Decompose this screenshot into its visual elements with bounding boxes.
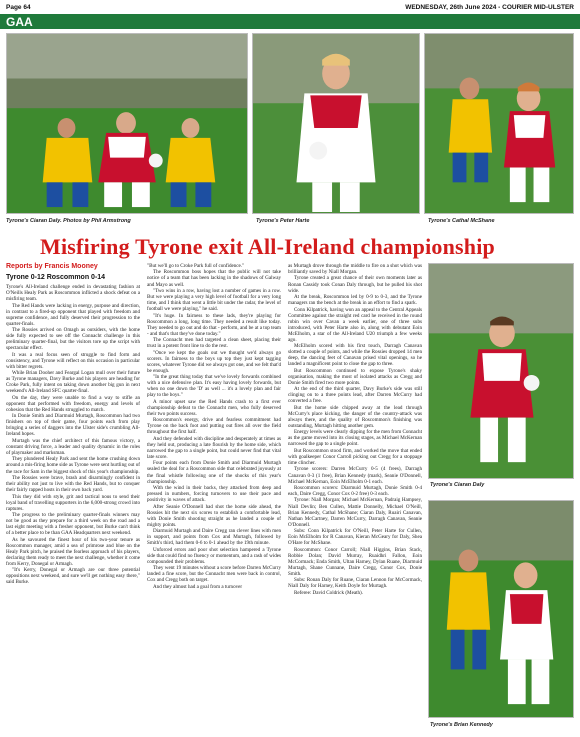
- article-paragraph: "But we'll go to Croke Park full of confidence.": [147, 263, 245, 269]
- article-paragraph: In Donie Smith and Diarmuid Murtagh, Roscommon had two finishers on top of their game, four points each from play bringing a series of daggers into the Ulster side's crumbling All-Ireland hopes.: [6, 413, 140, 438]
- photo-caption: Tyrone's Brian Kennedy: [430, 722, 493, 728]
- section-banner: [0, 14, 580, 29]
- article-paragraph: Roscommon: Conor Carroll; Niall Higgins, Brian Stack, Robbie Dolan; David Murray, Ruaidhri Fallon, Eoin McCormack; Enda Smith, Ultan Harney, Dylan Ruane, Diarmuid Murtagh, Shane Cunnane, Daire Cregg, Conor Cox, Donie Smith.: [288, 546, 422, 577]
- article-paragraph: Conn Kilpatrick, having won an appeal to the Central Appeals Committee against the straight red card he received in the round robin win over Cavan a week earlier, one of three subs introduced, with Peter Harte also in, along with debutant Eoin McElholm, a star of the All-Ireland U20 triumph a few weeks ago.: [288, 306, 422, 343]
- article-paragraph: The Connacht men had targeted a clean sheet, placing their trust in a potent front line to do the rest.: [147, 337, 281, 350]
- article-paragraph: Tyrone created a great chance of their own moments later as Ronan Cassidy took Conan Daly through, but he pulled his shot wide.: [288, 275, 422, 294]
- article-headline: Misfiring Tyrone exit All-Ireland championship: [40, 234, 495, 259]
- article-paragraph: But Roscommon stood firm, and worked the move that ended with goalkeeper Conor Carroll picking out Cregg for a stoppage time clincher.: [288, 447, 422, 467]
- article-paragraph: Diarmuid Murtagh and Daire Cregg ran clever lines with men in support, and points from Cox and Murtagh, followed by Smith's third, had them 0-6 to 0-1 ahead by the 19th minute.: [147, 528, 281, 547]
- article-paragraph: With the wind in their backs, they attacked from deep and pressed in numbers, forcing turnovers to use their pace and positivity in waves of attack.: [147, 484, 281, 504]
- article-paragraph: Subs: Ronan Daly for Ruane, Ciaran Lennon for McCormack, Niall Daly for Harney, Keith Doyle for Murtagh.: [288, 577, 422, 590]
- article-paragraph: Murtagh was the chief architect of this famous victory, a constant driving force, a leader and quality dynamic in the roles of playmaker and marksman.: [6, 437, 140, 456]
- article-paragraph: Tyrone's All-Ireland challenge ended in devastating fashion at O'Neills Healy Park as Roscommon inflicted a shock defeat on a misfiring team.: [6, 284, 140, 303]
- article-paragraph: And they almost had a goal from a turnover: [153, 583, 243, 590]
- article-paragraph: A minor upset saw the Red Hands crash to a first ever championship defeat to the Connacht men, who fully deserved their two points success.: [147, 398, 281, 417]
- photo-caption: Tyrone's Ciaran Daly: [430, 482, 485, 488]
- article-paragraph: The progress to the preliminary quarter-finals winners may not be good as they prepare for a third week on the road and a last eight meeting with a fresher opponent, but Burke can't think of a better place to be than GAA Headquarters next weekend.: [6, 512, 140, 537]
- article-paragraph: It was a real focus seen of struggle to find form and consistency, and Tyrone will reflect on this occasion in particular with bitter regrets.: [6, 351, 140, 370]
- match-score: Tyrone 0-12 Roscommon 0-14: [6, 274, 106, 281]
- section-label: GAA: [6, 15, 33, 29]
- article-paragraph: And they defended with discipline and desperately at times as they held out, producing a late flourish by the home side, which narrowed the gap to a single point, but could never find that vital late score.: [147, 435, 281, 460]
- article-paragraph: They plundered Healy Park and sent the home crushing down around a mis-firing home side as Tyrone were sent hurtling out of the race for Sam in the biggest shock of this year's championship.: [6, 456, 140, 475]
- article-paragraph: The Red Hands were lacking in energy, purpose and direction, in contrast to a fired-up opponent that played with freedom and supreme confidence, and fully deserved their progression to the quarter-finals.: [6, 302, 140, 327]
- article-paragraph: Tyrone: Niall Morgan; Michael McKernan, Padraig Hampsey, Niall Devlin; Ben Cullen, Mattie Donnelly, Michael O'Neill, Brian Kennedy, Cathal McShane; Ciaran Daly, Ruairi Canavan, Nathan McCartney, Darren McCurry, Darragh Canavan, Seanie O'Donnell.: [288, 497, 422, 528]
- dateline: WEDNESDAY, 26th June 2024 - COURIER MID-ULSTER: [405, 3, 574, 11]
- article-paragraph: "Once we kept the goals out we thought we'd always go scorers. In fairness to the boys up top they just kept tagging scores, whatever Tyrone did we always got one, and we felt that'd be enough.: [147, 349, 281, 374]
- article-byline: Reports by Francis Mooney: [6, 263, 98, 270]
- article-paragraph: "It's Kerry, Donegal or Armagh are our three potential oppositions next weekend, and sure we'll get nothing easy there," said Burke.: [6, 567, 140, 586]
- article-paragraph: The Rossies arrived on Omagh as outsiders, with the home side fully expected to see off the Connacht challenge in this preliminary quarter-final, but the visitors tore up the script with spectacular effect.: [6, 327, 140, 352]
- article-paragraph: McElholm scored with his first touch, Darragh Canavan slotted a couple of points, and while the Rossies dropped 14 men deep, the dancing feet of Canavan prised vital openings, so he landed a magnificent point to close the gap to three.: [288, 343, 422, 368]
- article-paragraph: Tyrone scorers: Darren McCurry 0-5 (4 frees), Darragh Canavan 0-3 (1 free), Brian Kennedy (mark), Seanie O'Donnell, Michael McKernan, Eoin McElholm 0-1 each.: [288, 466, 422, 485]
- photo-image: [253, 34, 419, 213]
- photo-brian-kennedy: [428, 500, 574, 718]
- article-paragraph: Four points each from Donie Smith and Diarmuid Murtagh sealed the deal for a Roscommon side that celebrated joyously at the final whistle following one of the shocks of this year's championship.: [147, 460, 281, 485]
- article-paragraph: Roscommon's energy, drive and fearless commitment had Tyrone on the back foot and putting out fires all over the field throughout the first half.: [147, 417, 281, 436]
- article-paragraph: On the day, they were unable to find a way to stifle an opponent that performed with freedom, energy and levels of cohesion that the Red Hands struggled to match.: [6, 394, 140, 413]
- article-paragraph: Unforced errors and poor shot selection hampered a Tyrone side that could find no fluency or momentum, and a rash of wides compounded their problems.: [147, 546, 281, 565]
- article-paragraph: as Murtagh drove through the middle to fire on a shot which was brilliantly saved by Niall Morgan.: [288, 263, 422, 276]
- page-header: [0, 0, 580, 14]
- photo-image: [429, 264, 573, 478]
- article-paragraph: Subs: Conn Kilpatrick for O'Neill, Peter Harte for Cullen, Eoin McElholm for R Canavan, Kieran McGeary for Daly, Shea O'Hare for McShane.: [288, 528, 422, 547]
- photo-caption: Tyrone's Peter Harte: [256, 218, 310, 224]
- photo-ciaran-daly-right: [428, 263, 574, 479]
- article-paragraph: At the break, Roscommon led by 0-9 to 0-3, and the Tyrone managers ran the bench at the break in an effort to find a spark.: [288, 294, 422, 307]
- article-paragraph: "In the great thing today that we've lovely forwards combined with a nice defensive plan. It's easy having lovely forwards, but when no one down the 'D' as well ... it's a lovely plan and fair play to the boys.": [147, 374, 281, 399]
- article-paragraph: But the home side chipped away at the lead through McCurry's place kicking, the danger of the country-attack was always there, and the quality of Roscommon's finishing was outstanding, Murtagh hitting another gem.: [288, 404, 422, 429]
- article-paragraph: But Roscommon continued to expose Tyrone's shaky organisation, making the most of isolated attacks as Cregg and Donie Smith fired two more points.: [288, 367, 422, 386]
- photo-peter-harte: [252, 33, 420, 214]
- article-paragraph: While Brian Dooher and Feargal Logan mull over their future as Tyrone managers, Davy Burke and his players are heading for Croke Park, fully intent on taking down another big gun in next weekend's All-Ireland SFC quarter-final.: [6, 370, 140, 395]
- page-number: Page 64: [6, 3, 31, 11]
- photo-cathal-mcshane: [424, 33, 574, 214]
- article-paragraph: The Rossies were brave, brash and disarmingly confident in their ability not just to live with the Red Hands, but to conquer their fairly rapped hosts in their own back yard.: [6, 474, 140, 494]
- article-paragraph: The Roscommon boss hopes that the public will not take notice of a team that has been lacking in the shadows of Galway and Mayo as well.: [147, 269, 281, 288]
- article-paragraph: This they did with style, grit and tactical nous to send their loyal band of travelling supporters in the 6,000-strong crowd into raptures.: [6, 493, 140, 512]
- article-paragraph: "Two wins in a row, having lost a number of games in a row. But we were playing a very high level of football for a very long time, and I think that went a little bit under the radar, the level of football we were playing," he said.: [147, 287, 281, 313]
- article-paragraph: As he savoured the finest hour of his two-year tenure as Roscommon manager, amid a sea of primrose and blue on the Healy Park pitch, he praised the fearless approach of his players, declaring them ready to meet the next challenge, whether it come from Kerry, Donegal or Armagh.: [6, 536, 140, 567]
- article-column-3: [288, 263, 422, 732]
- photo-caption: Tyrone's Ciaran Daly. Photos by Phil Armstrong: [6, 218, 131, 224]
- article-paragraph: After Seanie O'Donnell had shot the home side ahead, the Rossies hit the next six scores to establish a comfortable lead, with Donie Smith shooting straight as he landed a couple of mighty points.: [147, 503, 281, 528]
- photo-caption: Tyrone's Cathal McShane: [428, 218, 495, 224]
- article-paragraph: They went 19 minutes without a score before Darren McCurry landed a fine score, but the Connacht men were back in control, Cox and Cregg both on target.: [147, 565, 281, 584]
- article-paragraph: At the end of the third quarter, Davy Burke's side was still clinging on to a three points lead, after Darren McCurry had converted a free.: [288, 386, 422, 405]
- article-paragraph: Roscommon scorers: Diarmuid Murtagh, Donie Smith 0-4 each, Daire Cregg, Conor Cox 0-2 free) 0-3 each.: [288, 484, 422, 498]
- photo-image: [7, 34, 247, 213]
- article-column-1: [6, 284, 140, 732]
- photo-image: [429, 501, 573, 717]
- article-column-2: [147, 263, 281, 732]
- photo-image: [425, 34, 573, 213]
- photo-ciaran-daly-top: [6, 33, 248, 214]
- article-paragraph: "It's huge. In fairness to these lads, they're playing for Roscommon a long, long time. They needed a result like today. They needed to go out and do that - perform, and be at a top team - and that's that they've done today.": [147, 312, 281, 337]
- article-paragraph: Energy levels were clearly dipping for the men from Connacht as the game moved into its closing stages, as Michael McKernan narrowed the gap to a single point.: [288, 429, 422, 448]
- article-paragraph: Referee: David Coldrick (Meath).: [294, 589, 364, 596]
